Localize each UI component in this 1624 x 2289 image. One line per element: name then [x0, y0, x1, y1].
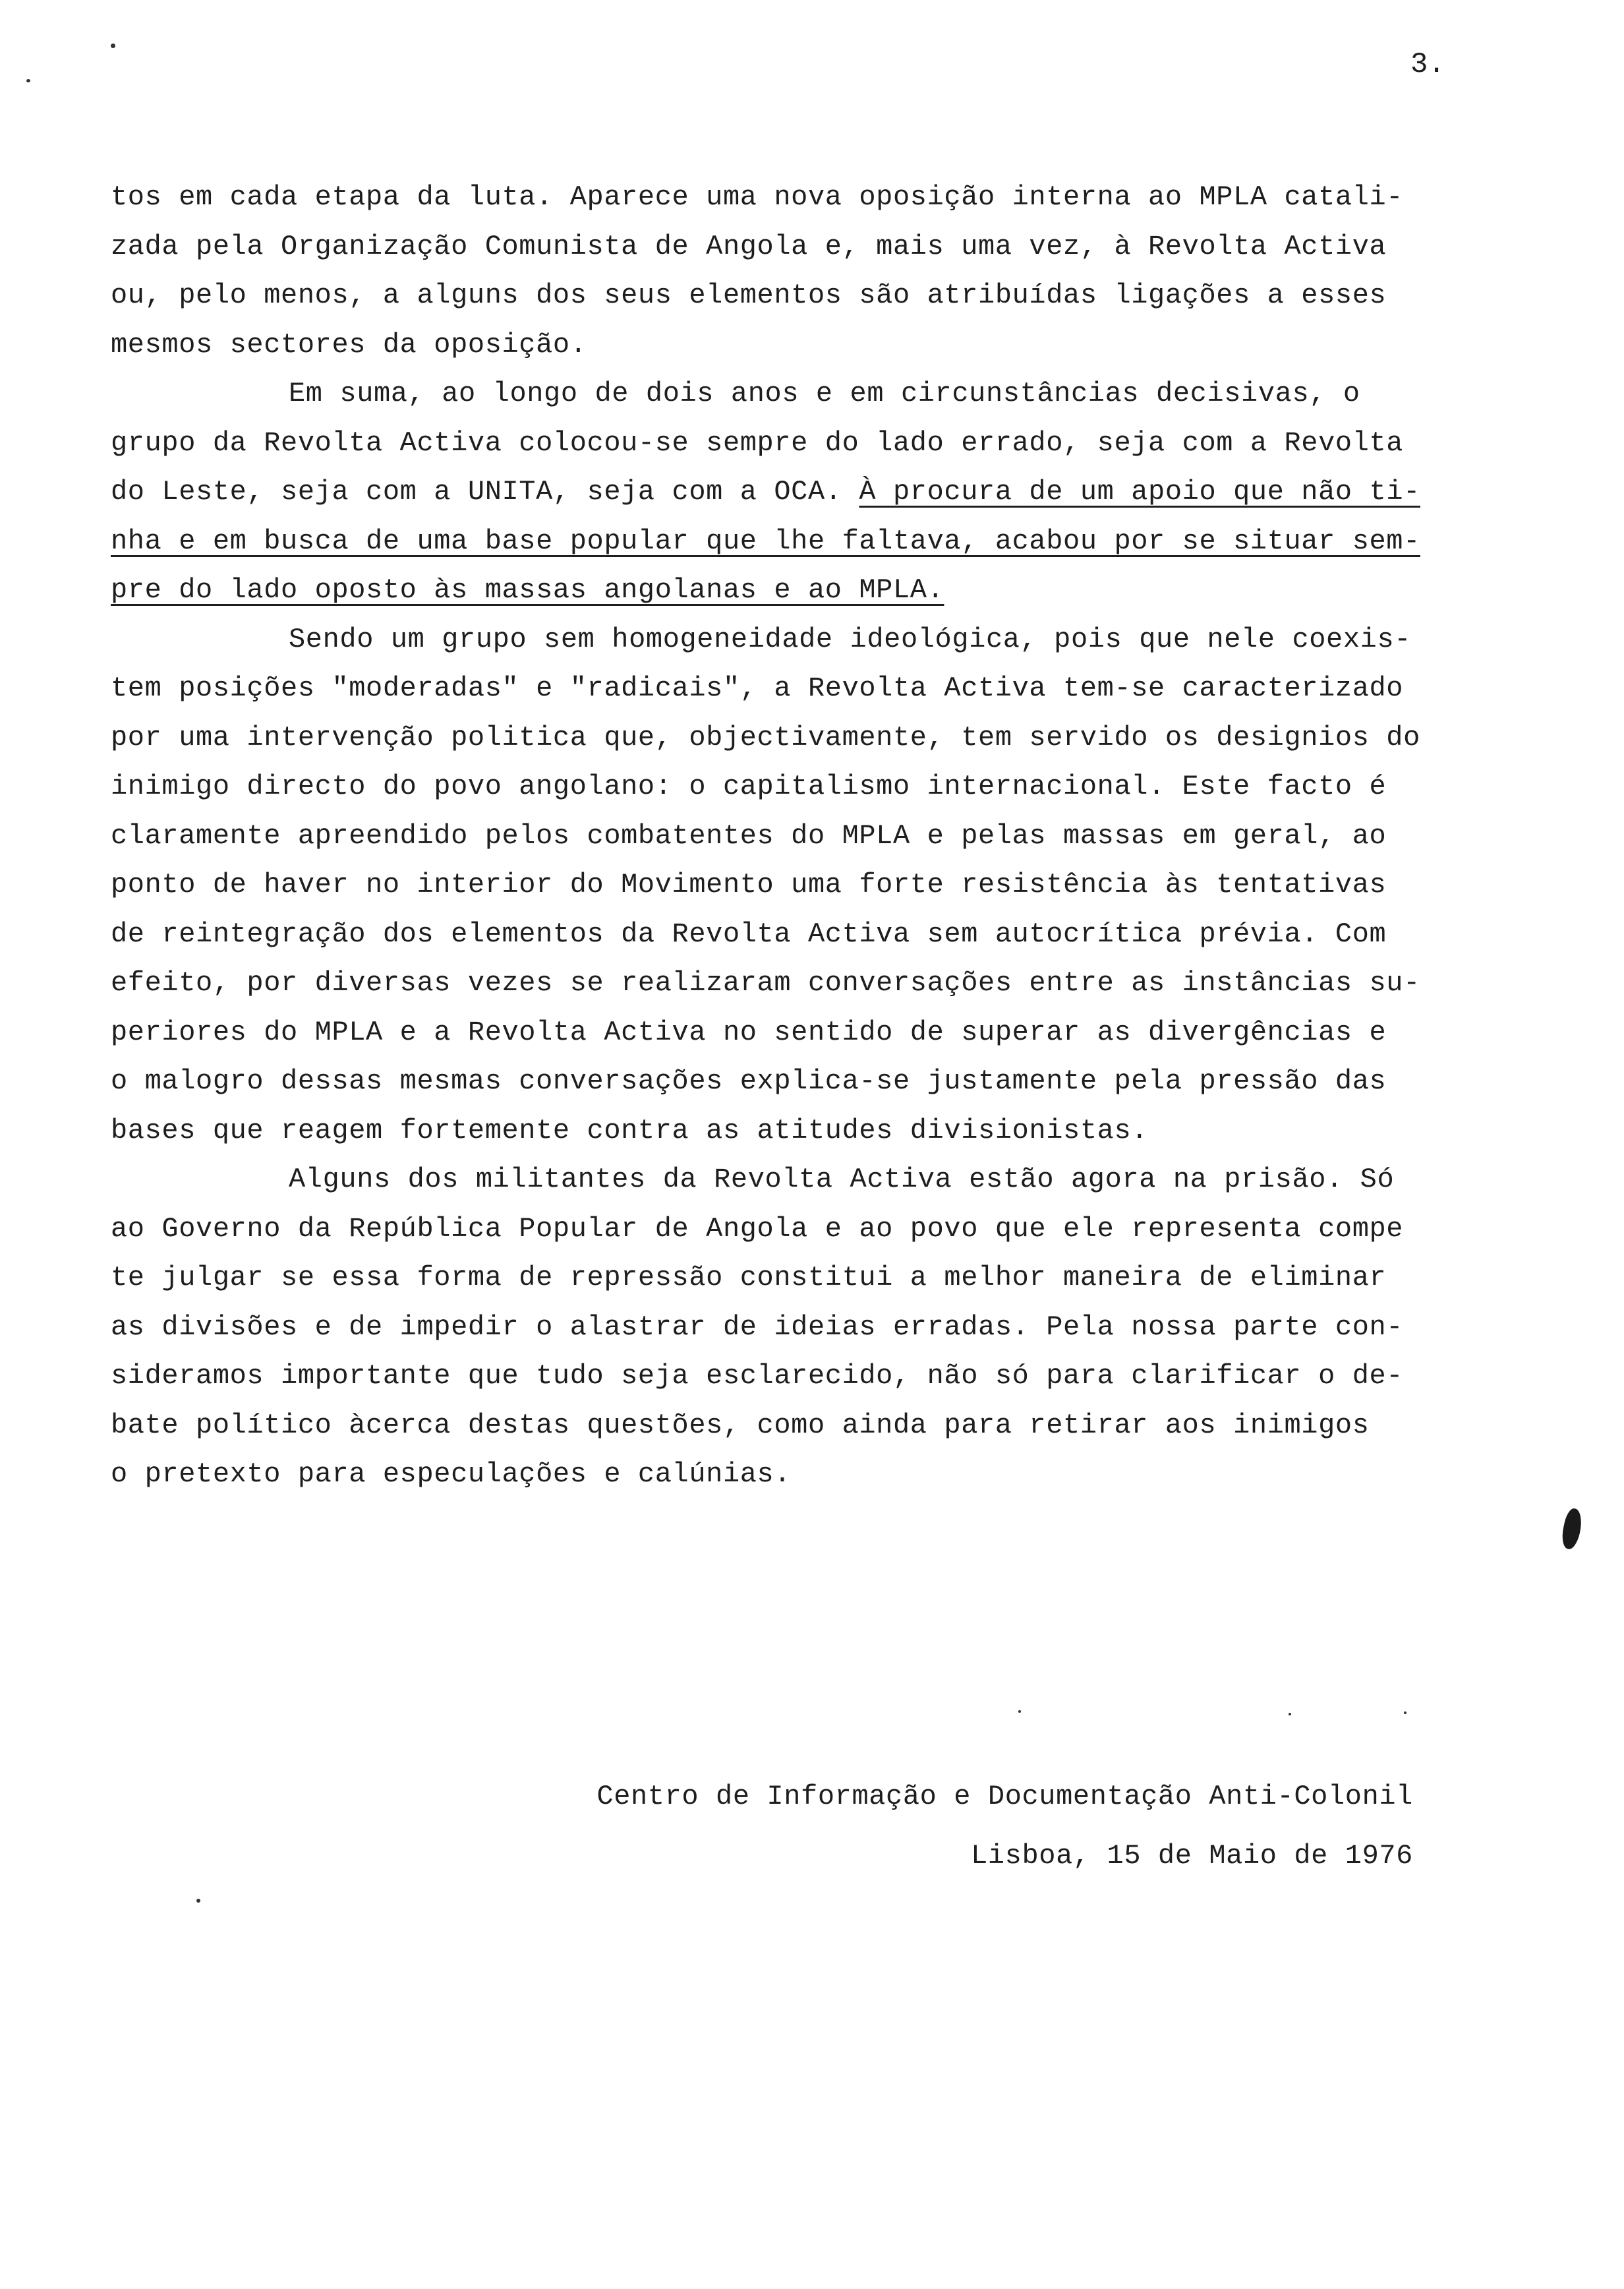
- page-number: 3.: [1410, 48, 1445, 81]
- scan-speck: [1289, 1713, 1291, 1715]
- body-text: [111, 173, 1508, 1499]
- text-line: te julgar se essa forma de repressão constitui a melhor maneira de eliminar: [111, 1262, 1387, 1293]
- text-segment: do Leste, seja com a UNITA, seja com a OCA.: [111, 476, 859, 508]
- text-line: claramente apreendido pelos combatentes do MPLA e pelas massas em geral, ao: [111, 819, 1387, 852]
- scan-speck: [111, 44, 115, 48]
- text-line: ou, pelo menos, a alguns dos seus elementos são atribuídas ligações a esses: [111, 280, 1387, 311]
- text-line: bases que reagem fortemente contra as atitudes divisionistas.: [111, 1114, 1149, 1146]
- text-line: Alguns dos militantes da Revolta Activa estão agora na prisão. Só: [289, 1164, 1395, 1195]
- text-line: zada pela Organização Comunista de Angola e, mais uma vez, à Revolta Activa: [111, 230, 1387, 262]
- text-line: o pretexto para especulações e calúnias.: [111, 1458, 792, 1490]
- text-line: efeito, por diversas vezes se realizaram conversações entre as instâncias su-: [111, 967, 1420, 999]
- text-line: o malogro dessas mesmas conversações explica-se justamente pela pressão das: [111, 1065, 1387, 1097]
- text-line: de reintegração dos elementos da Revolta Activa sem autocrítica prévia. Com: [111, 918, 1387, 950]
- text-line: tem posições "moderadas" e "radicais", a Revolta Activa tem-se caracterizado: [111, 672, 1404, 704]
- text-line: sideramos importante que tudo seja esclarecido, não só para clarificar o de-: [111, 1360, 1404, 1392]
- text-line: bate político àcerca destas questões, como ainda para retirar aos inimigos: [111, 1409, 1370, 1441]
- text-line: inimigo directo do povo angolano: o capitalismo internacional. Este facto é: [111, 771, 1387, 802]
- scan-speck: [196, 1899, 200, 1903]
- text-line: Sendo um grupo sem homogeneidade ideológica, pois que nele coexis-: [289, 623, 1412, 655]
- underlined-text: nha e em busca de uma base popular que lhe faltava, acabou por se situar sem-: [111, 525, 1420, 557]
- text-line: Em suma, ao longo de dois anos e em circunstâncias decisivas, o: [289, 378, 1360, 409]
- text-line: ao Governo da República Popular de Angola e ao povo que ele representa compe: [111, 1212, 1404, 1245]
- text-line: grupo da Revolta Activa colocou-se sempre do lado errado, seja com a Revolta: [111, 427, 1404, 459]
- text-line: periores do MPLA e a Revolta Activa no sentido de superar as divergências e: [111, 1016, 1387, 1048]
- text-line: por uma intervenção politica que, objectivamente, tem servido os designios do: [111, 721, 1420, 754]
- text-line: [111, 467, 1508, 517]
- text-line: [111, 517, 1508, 566]
- text-line: ponto de haver no interior do Movimento uma forte resistência às tentativas: [111, 869, 1387, 901]
- text-line: as divisões e de impedir o alastrar de ideias erradas. Pela nossa parte con-: [111, 1311, 1404, 1343]
- underlined-text: À procura de um apoio que não ti-: [859, 476, 1420, 508]
- signature-block: [596, 1767, 1413, 1886]
- text-line: tos em cada etapa da luta. Aparece uma nova oposição interna ao MPLA catali-: [111, 181, 1404, 213]
- scan-speck: [1404, 1711, 1406, 1714]
- place-date: Lisboa, 15 de Maio de 1976: [971, 1840, 1413, 1872]
- scan-speck: [1018, 1710, 1021, 1713]
- ink-blot: [1559, 1507, 1584, 1551]
- text-line: [111, 566, 1508, 615]
- text-line: mesmos sectores da oposição.: [111, 328, 587, 361]
- organization-name: Centro de Informação e Documentação Anti-Colonil: [596, 1781, 1413, 1812]
- underlined-text: pre do lado oposto às massas angolanas e ao MPLA.: [111, 574, 944, 606]
- scan-speck: [26, 79, 30, 82]
